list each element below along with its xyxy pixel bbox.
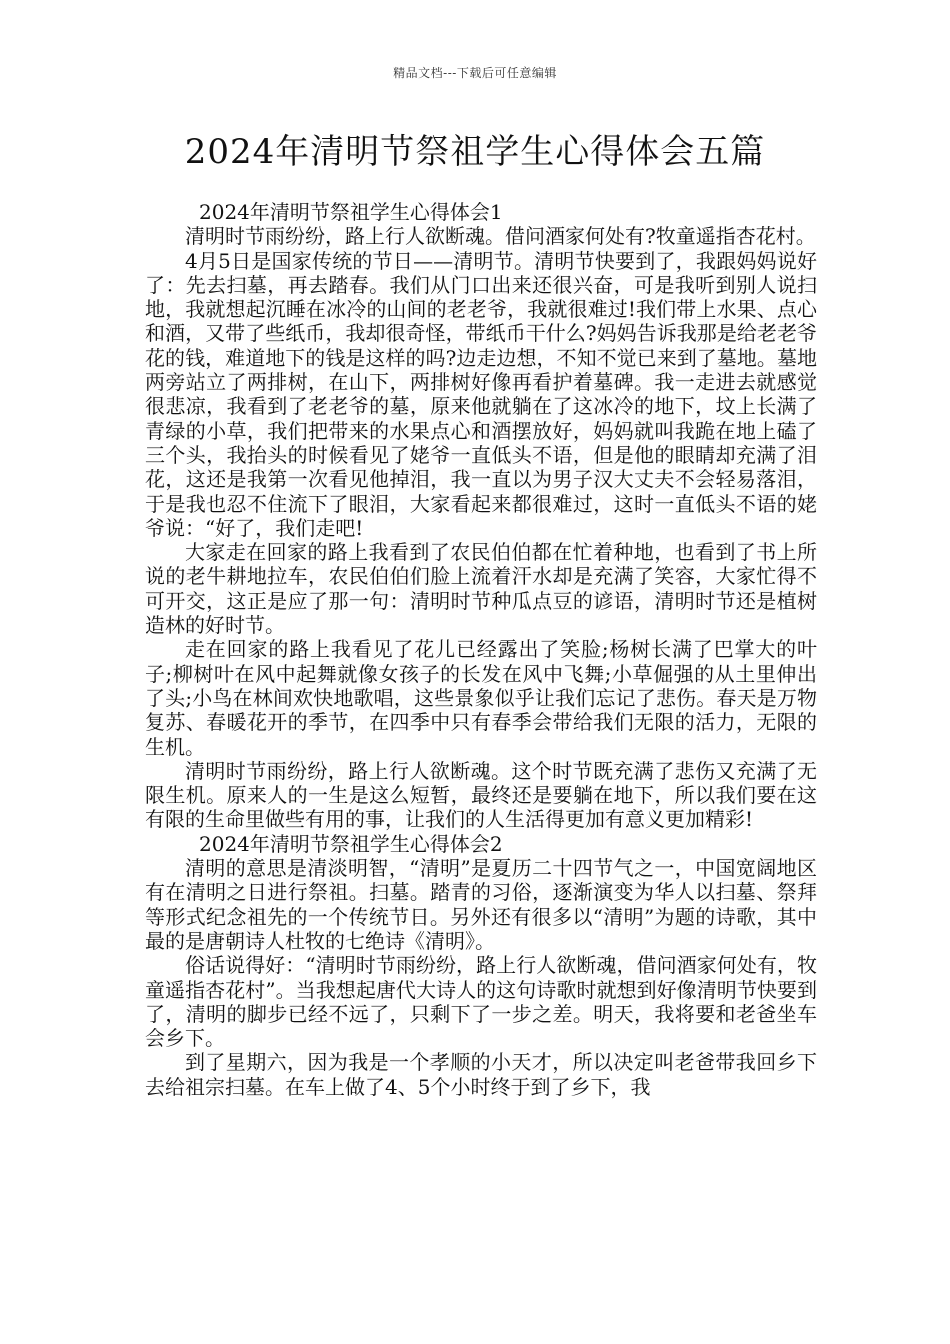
paragraph: 清明时节雨纷纷，路上行人欲断魂。借问酒家何处有?牧童遥指杏花村。: [185, 224, 816, 249]
page-header-watermark: 精品文档---下载后可任意编辑: [393, 66, 557, 80]
paragraph: 4月5日是国家传统的节日——清明节。清明节快要到了，我跟妈妈说好了：先去扫墓，再去踏春。我们从门口出来还很兴奋，可是我听到别人说扫地，我就想起沉睡在冰冷的山间的老老爷，我就很难过!我们带上水果、点心和酒，又带了些纸币，我却很奇怪，带纸币干什么?妈妈告诉我那是给老老爷花的钱，难道地下的钱是这样的吗?边走边想，不知不觉已来到了墓地。墓地两旁站立了两排树，在山下，两排树好像再看护着墓碑。我一走进去就感觉很悲凉，我看到了老老爷的墓，原来他就躺在了这冰冷的地下，坟上长满了青绿的小草，我们把带来的水果点心和酒摆放好，妈妈就叫我跪在地上磕了三个头，我抬头的时候看见了姥爷一直低头不语，但是他的眼睛却充满了泪花，这还是我第一次看见他掉泪，我一直以为男子汉大丈夫不会轻易落泪，于是我也忍不住流下了眼泪，大家看起来都很难过，这时一直低头不语的姥爷说：“好了，我们走吧!: [145, 248, 817, 540]
paragraph: 清明的意思是清淡明智，“清明”是夏历二十四节气之一，中国宽阔地区有在清明之日进行祭祖。扫墓。踏青的习俗，逐渐演变为华人以扫墓、祭拜等形式纪念祖先的一个传统节日。另外还有很多以“清明”为题的诗歌，其中最的是唐朝诗人杜牧的七绝诗《清明》。: [145, 856, 817, 953]
section-heading-2: 2024年清明节祭祖学生心得体会2: [199, 831, 503, 856]
section-heading-1: 2024年清明节祭祖学生心得体会1: [199, 200, 503, 224]
document-body: [145, 200, 817, 1099]
paragraph: 清明时节雨纷纷，路上行人欲断魂。这个时节既充满了悲伤又充满了无限生机。原来人的一生是这么短暂，最终还是要躺在地下，所以我们要在这有限的生命里做些有用的事，让我们的人生活得更加有意义更加精彩!: [145, 758, 817, 832]
paragraph: 大家走在回家的路上我看到了农民伯伯都在忙着种地，也看到了书上所说的老牛耕地拉车，农民伯伯们脸上流着汗水却是充满了笑容，大家忙得不可开交，这正是应了那一句：清明时节种瓜点豆的谚语，清明时节还是植树造林的好时节。: [145, 540, 817, 638]
paragraph: 到了星期六，因为我是一个孝顺的小天才，所以决定叫老爸带我回乡下去给祖宗扫墓。在车上做了4、5个小时终于到了乡下，我: [145, 1050, 817, 1099]
paragraph: 俗话说得好：“清明时节雨纷纷，路上行人欲断魂，借问酒家何处有，牧童遥指杏花村”。当我想起唐代大诗人的这句诗歌时就想到好像清明节快要到了，清明的脚步已经不远了，只剩下了一步之差。明天，我将要和老爸坐车会乡下。: [145, 953, 817, 1051]
document-title: 2024年清明节祭祖学生心得体会五篇: [184, 132, 766, 172]
paragraph: 走在回家的路上我看见了花儿已经露出了笑脸;杨树长满了巴掌大的叶子;柳树叶在风中起舞就像女孩子的长发在风中飞舞;小草倔强的从土里伸出了头;小鸟在林间欢快地歌唱，这些景象似乎让我们忘记了悲伤。春天是万物复苏、春暖花开的季节，在四季中只有春季会带给我们无限的活力，无限的生机。: [145, 637, 817, 759]
